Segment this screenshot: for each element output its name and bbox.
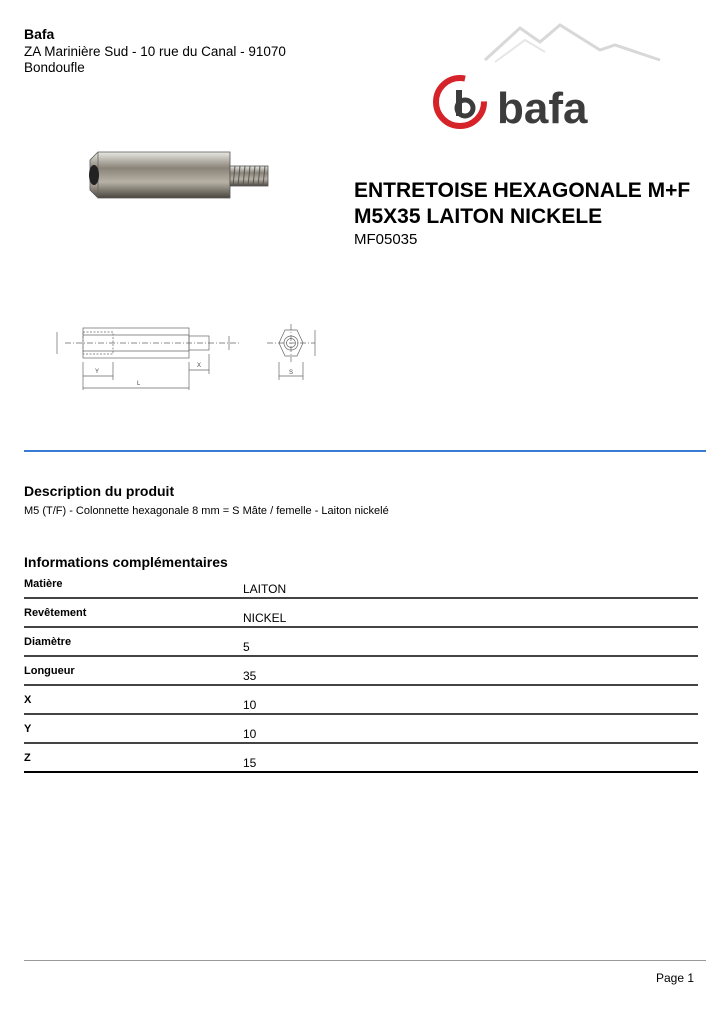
table-row [24,628,698,657]
info-heading: Informations complémentaires [24,554,228,570]
product-title: ENTRETOISE HEXAGONALE M+F M5X35 LAITON NICKELE [354,179,691,228]
info-table [24,570,698,773]
logo-wordmark: bafa [497,84,588,133]
dim-label-y: Y [95,369,100,375]
section-divider [24,450,706,452]
company-name: Bafa [24,26,55,42]
row-value: 5 [243,640,250,654]
row-label: Y [24,723,32,735]
page-number: Page 1 [656,971,695,985]
row-label: Z [24,752,31,764]
row-label: Revêtement [24,607,87,619]
product-photo [80,140,280,215]
row-value: 35 [243,669,257,683]
dim-label-x: X [197,363,202,369]
table-row [24,715,698,744]
bafa-logo [425,20,665,135]
table-row [24,599,698,628]
table-row [24,744,698,773]
row-value: 10 [243,698,257,712]
row-label: X [24,694,32,706]
table-row [24,686,698,715]
description-heading: Description du produit [24,483,175,499]
row-label: Longueur [24,665,75,677]
product-reference: MF05035 [354,231,418,248]
row-value: NICKEL [243,611,287,625]
row-label: Diamètre [24,636,72,648]
row-value: 10 [243,727,257,741]
description-text: M5 (T/F) - Colonnette hexagonale 8 mm = S Mâte / femelle - Laiton nickelé [24,505,389,517]
technical-drawing [45,318,345,396]
company-address: ZA Marinière Sud - 10 rue du Canal - 91070 Bondoufle [24,44,286,75]
footer-divider [24,960,706,961]
table-row [24,570,698,599]
row-value: 15 [243,756,257,770]
dim-label-s: S [289,370,294,376]
dim-label-l: L [137,381,141,387]
row-value: LAITON [243,582,287,596]
table-row [24,657,698,686]
row-label: Matière [24,578,63,590]
